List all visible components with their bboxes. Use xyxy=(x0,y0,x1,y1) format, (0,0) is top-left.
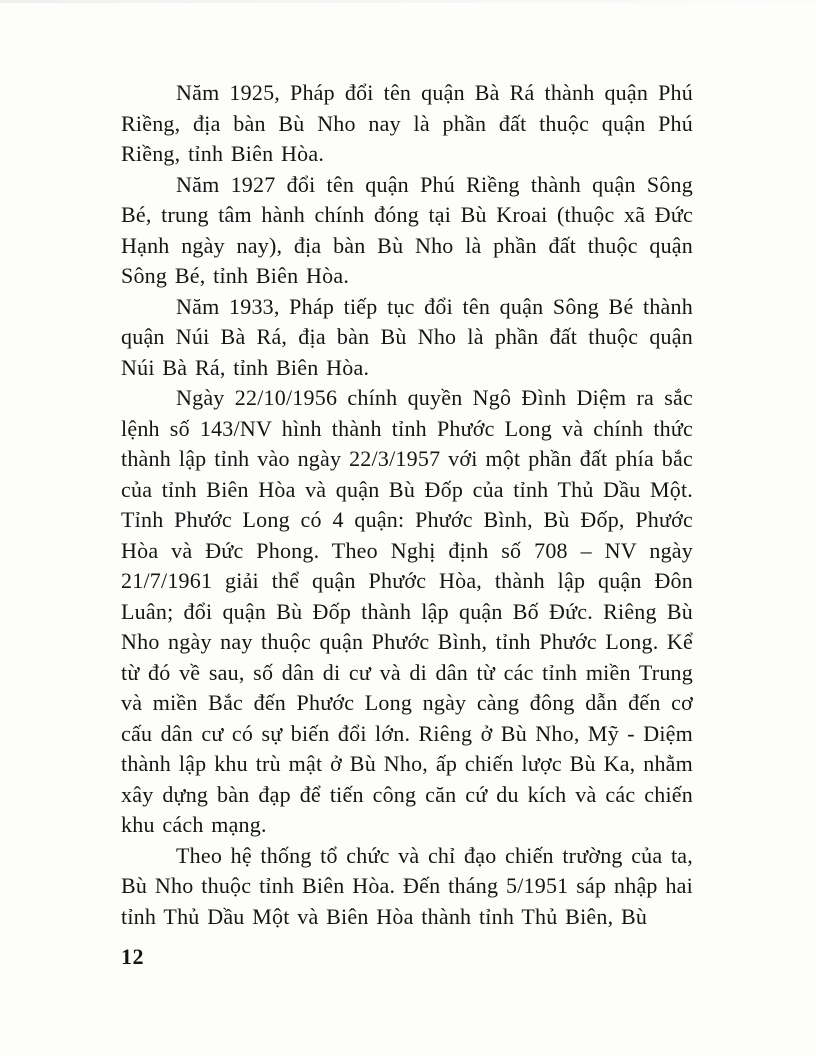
page-number: 12 xyxy=(121,944,144,969)
paragraph-2: Năm 1927 đổi tên quận Phú Riềng thành quận Sông Bé, trung tâm hành chính đóng tại Bù Kroai (thuộc xã Đức Hạnh ngày nay), địa bàn Bù Nho là phần đất thuộc quận Sông Bé, tỉnh Biên Hòa. xyxy=(121,171,693,288)
body-text xyxy=(121,78,693,932)
scan-artifact xyxy=(0,0,816,3)
paragraph-5: Theo hệ thống tổ chức và chỉ đạo chiến trường của ta, Bù Nho thuộc tỉnh Biên Hòa. Đến tháng 5/1951 sáp nhập hai tỉnh Thủ Dầu Một và Biên Hòa thành tỉnh Thủ Biên, Bù xyxy=(121,842,693,929)
paragraph-1: Năm 1925, Pháp đổi tên quận Bà Rá thành quận Phú Riềng, địa bàn Bù Nho nay là phần đất thuộc quận Phú Riềng, tỉnh Biên Hòa. xyxy=(121,80,693,166)
paragraph-3: Năm 1933, Pháp tiếp tục đổi tên quận Sông Bé thành quận Núi Bà Rá, địa bàn Bù Nho là phần đất thuộc quận Núi Bà Rá, tỉnh Biên Hòa. xyxy=(121,293,693,380)
paragraph-4: Ngày 22/10/1956 chính quyền Ngô Đình Diệm ra sắc lệnh số 143/NV hình thành tỉnh Phước Long và chính thức thành lập tỉnh vào ngày 22/3/1957 với một phần đất phía bắc của tỉnh Biên Hòa và quận Bù Đốp của tỉnh Thủ Dầu Một. Tỉnh Phước Long có 4 quận: Phước Bình, Bù Đốp, Phước Hòa và Đức Phong. Theo Nghị định số 708 – NV ngày 21/7/1961 giải thể quận Phước Hòa, thành lập quận Đôn Luân; đổi quận Bù Đốp thành lập quận Bố Đức. Riêng Bù Nho ngày nay thuộc quận Phước Bình, tỉnh Phước Long. Kể từ đó về sau, số dân di cư và di dân từ các tỉnh miền Trung và miền Bắc đến Phước Long ngày càng đông dẫn đến cơ cấu dân cư có sự biến đổi lớn. Riêng ở Bù Nho, Mỹ - Diệm thành lập khu trù mật ở Bù Nho, ấp chiến lược Bù Ka, nhằm xây dựng bàn đạp để tiến công căn cứ du kích và các chiến khu cách mạng. xyxy=(121,385,693,837)
